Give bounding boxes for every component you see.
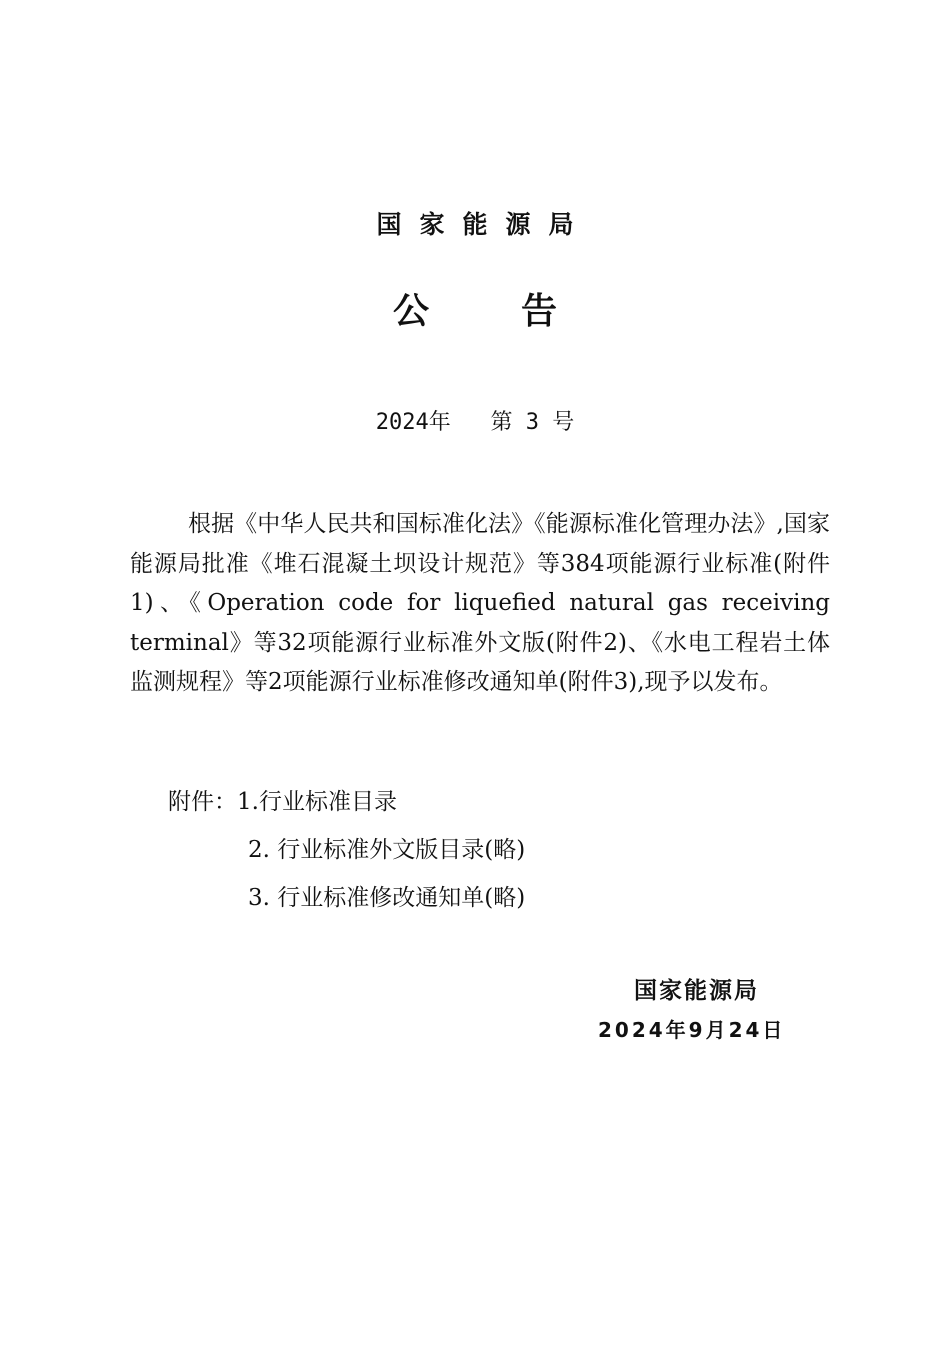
document-type-title: 公告 (392, 291, 649, 332)
attachment-item-1: 附件：1.行业标准目录 (168, 789, 397, 815)
attachment-item-3: 3. 行业标准修改通知单(略) (248, 885, 526, 911)
signature-agency: 国家能源局 (634, 978, 759, 1004)
signature-date: 2024年9月24日 (598, 1018, 786, 1042)
attachment-item-2: 2. 行业标准外文版目录(略) (248, 837, 526, 863)
agency-header: 国家能源局 (376, 210, 592, 239)
signature-block (598, 973, 818, 1049)
attachment-list (168, 778, 768, 922)
document-number: 2024年 第 3 号 (375, 410, 575, 435)
announcement-body: 根据《中华人民共和国标准化法》《能源标准化管理办法》,国家能源局批准《堆石混凝土坝设计规范》等384项能源行业标准(附件1)、《Operation code for liquefied natural gas receiving terminal》等32项能源行业标准外文版(附件2)、《水电工程岩土体监测规程》等2项能源行业标准修改通知单(附件3),现予以发布。 (130, 511, 830, 695)
